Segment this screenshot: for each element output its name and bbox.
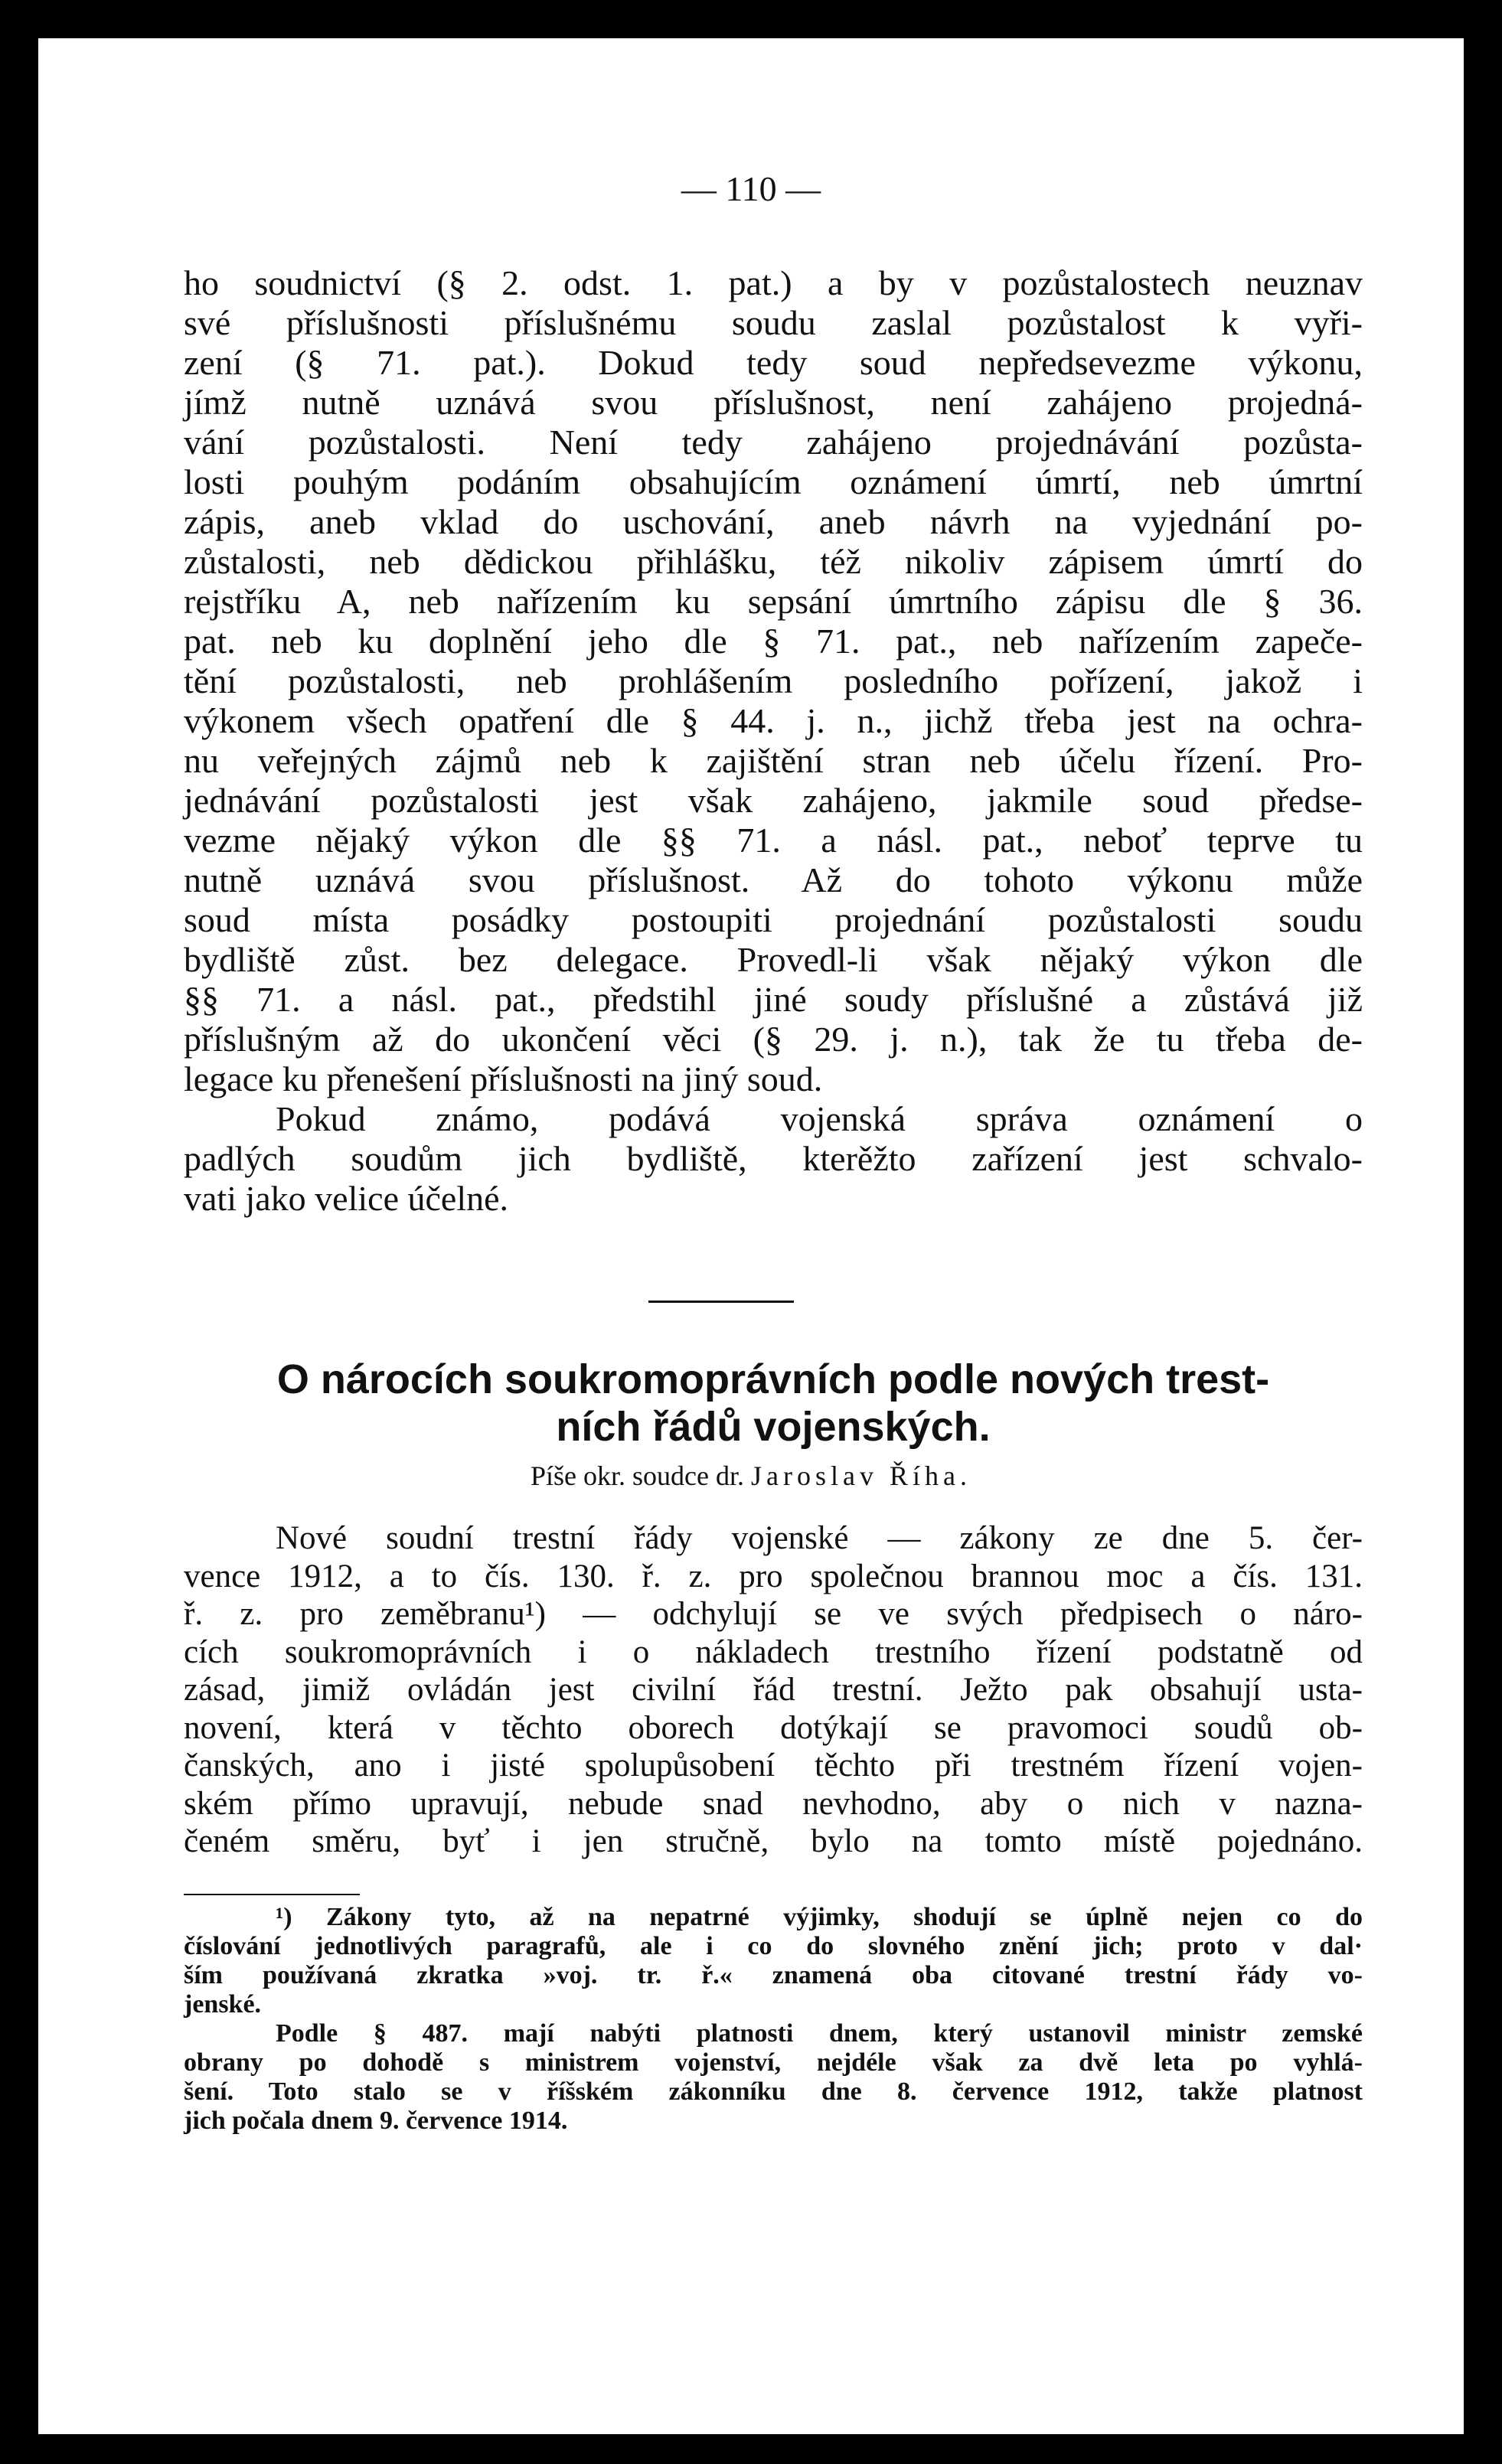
text-line: novení, která v těchto oborech dotýkají se pravomoci soudů ob- [184,1709,1363,1746]
footnote-line: jenské. [184,1990,262,2019]
text-line: pat. neb ku doplnění jeho dle § 71. pat., neb nařízením zapeče- [184,622,1363,661]
section-separator [648,1301,794,1303]
footnote-line: šení. Toto stalo se v říšském zákonníku dne 8. července 1912, takže platnost [184,2077,1363,2106]
text-line: jímž nutně uznává svou příslušnost, není zahájeno projedná- [184,383,1363,422]
text-line: nutně uznává svou příslušnost. Až do tohoto výkonu může [184,860,1363,899]
title-line: ních řádů vojenských. [556,1404,991,1450]
footnote-line: Podle § 487. mají nabýti platnosti dnem, který ustanovil ministr zemské [276,2019,1363,2048]
footnote-line: číslování jednotlivých paragrafů, ale i co do slovného znění jich; proto v dal· [184,1932,1363,1960]
footnote-line: jich počala dnem 9. července 1914. [184,2107,568,2135]
text-line: zásad, jimiž ovládán jest civilní řád trestní. Ježto pak obsahují usta- [184,1672,1363,1708]
text-line: vání pozůstalosti. Není tedy zahájeno projednávání pozůsta- [184,423,1363,462]
document-page [38,38,1464,2434]
text-line: zůstalosti, neb dědickou přihlášku, též nikoliv zápisem úmrtí do [184,542,1363,581]
text-line: Nové soudní trestní řády vojenské — zákony ze dne 5. čer- [276,1520,1363,1556]
text-line: Pokud známo, podává vojenská správa oznámení o [276,1099,1363,1138]
text-line: padlých soudům jich bydliště, kterěžto zařízení jest schvalo- [184,1139,1363,1178]
text-line: ř. z. pro zeměbranu¹) — odchylují se ve svých předpisech o náro- [184,1596,1363,1632]
text-line: vezme nějaký výkon dle §§ 71. a násl. pat., neboť teprve tu [184,821,1363,860]
text-line: zení (§ 71. pat.). Dokud tedy soud nepředsevezme výkonu, [184,343,1363,382]
text-line: bydliště zůst. bez delegace. Provedl-li však nějaký výkon dle [184,940,1363,979]
text-line: jednávání pozůstalosti jest však zahájeno, jakmile soud předse- [184,781,1363,820]
footnote-rule [184,1894,360,1895]
title-line: O nárocích soukromoprávních podle nových trest- [276,1356,1270,1402]
text-line: losti pouhým podáním obsahujícím oznámení úmrtí, neb úmrtní [184,462,1363,501]
article-title [168,1356,1378,1451]
footnotes [184,1903,1363,2136]
text-line: tění pozůstalosti, neb prohlášením posledního pořízení, jakož i [184,661,1363,700]
text-line: legace ku přenešení příslušnosti na jiný soud. [184,1059,823,1098]
text-line: své příslušnosti příslušnému soudu zaslal pozůstalost k vyři- [184,303,1363,342]
text-line: vati jako velice účelné. [184,1179,509,1218]
text-line: cích soukromoprávních i o nákladech trestního řízení podstatně od [184,1633,1363,1670]
footnote-line: obrany po dohodě s ministrem vojenství, nejdéle však za dvě leta po vyhlá- [184,2048,1363,2077]
main-text [184,263,1363,1219]
byline-prefix: Píše okr. soudce dr. [531,1460,744,1491]
text-line: čanských, ano i jisté spolupůsobení těchto při trestném řízení vojen- [184,1748,1363,1784]
footnote-line: ším používaná zkratka »voj. tr. ř.« znamená oba citované trestní řády vo- [184,1961,1363,1989]
text-line: vence 1912, a to čís. 130. ř. z. pro společnou brannou moc a čís. 131. [184,1558,1363,1594]
text-line: ském přímo upravují, nebude snad nevhodno, aby o nich v nazna- [184,1785,1363,1822]
byline-author: Jaroslav Říha. [751,1460,971,1491]
text-line: zápis, aneb vklad do uschování, aneb návrh na vyjednání po- [184,502,1363,541]
text-line: ho soudnictví (§ 2. odst. 1. pat.) a by v pozůstalostech neuznav [184,263,1363,302]
text-line: rejstříku A, neb nařízením ku sepsání úmrtního zápisu dle § 36. [184,582,1363,621]
text-line: nu veřejných zájmů neb k zajištění stran neb účelu řízení. Pro- [184,741,1363,780]
text-line: soud místa posádky postoupiti projednání pozůstalosti soudu [184,900,1363,939]
text-line: příslušným až do ukončení věci (§ 29. j. n.), tak že tu třeba de- [184,1020,1363,1059]
text-line: výkonem všech opatření dle § 44. j. n., jichž třeba jest na ochra- [184,701,1363,740]
article-text [184,1519,1363,1861]
text-line: čeném směru, byť i jen stručně, bylo na tomto místě pojednáno. [184,1823,1363,1859]
text-line: §§ 71. a násl. pat., předstihl jiné soudy příslušné a zůstává již [184,980,1363,1019]
footnote-line: ¹) Zákony tyto, až na nepatrné výjimky, shodují se úplně nejen co do [276,1903,1363,1931]
article-byline [38,1460,1464,1492]
page-number: — 110 — [681,169,821,208]
